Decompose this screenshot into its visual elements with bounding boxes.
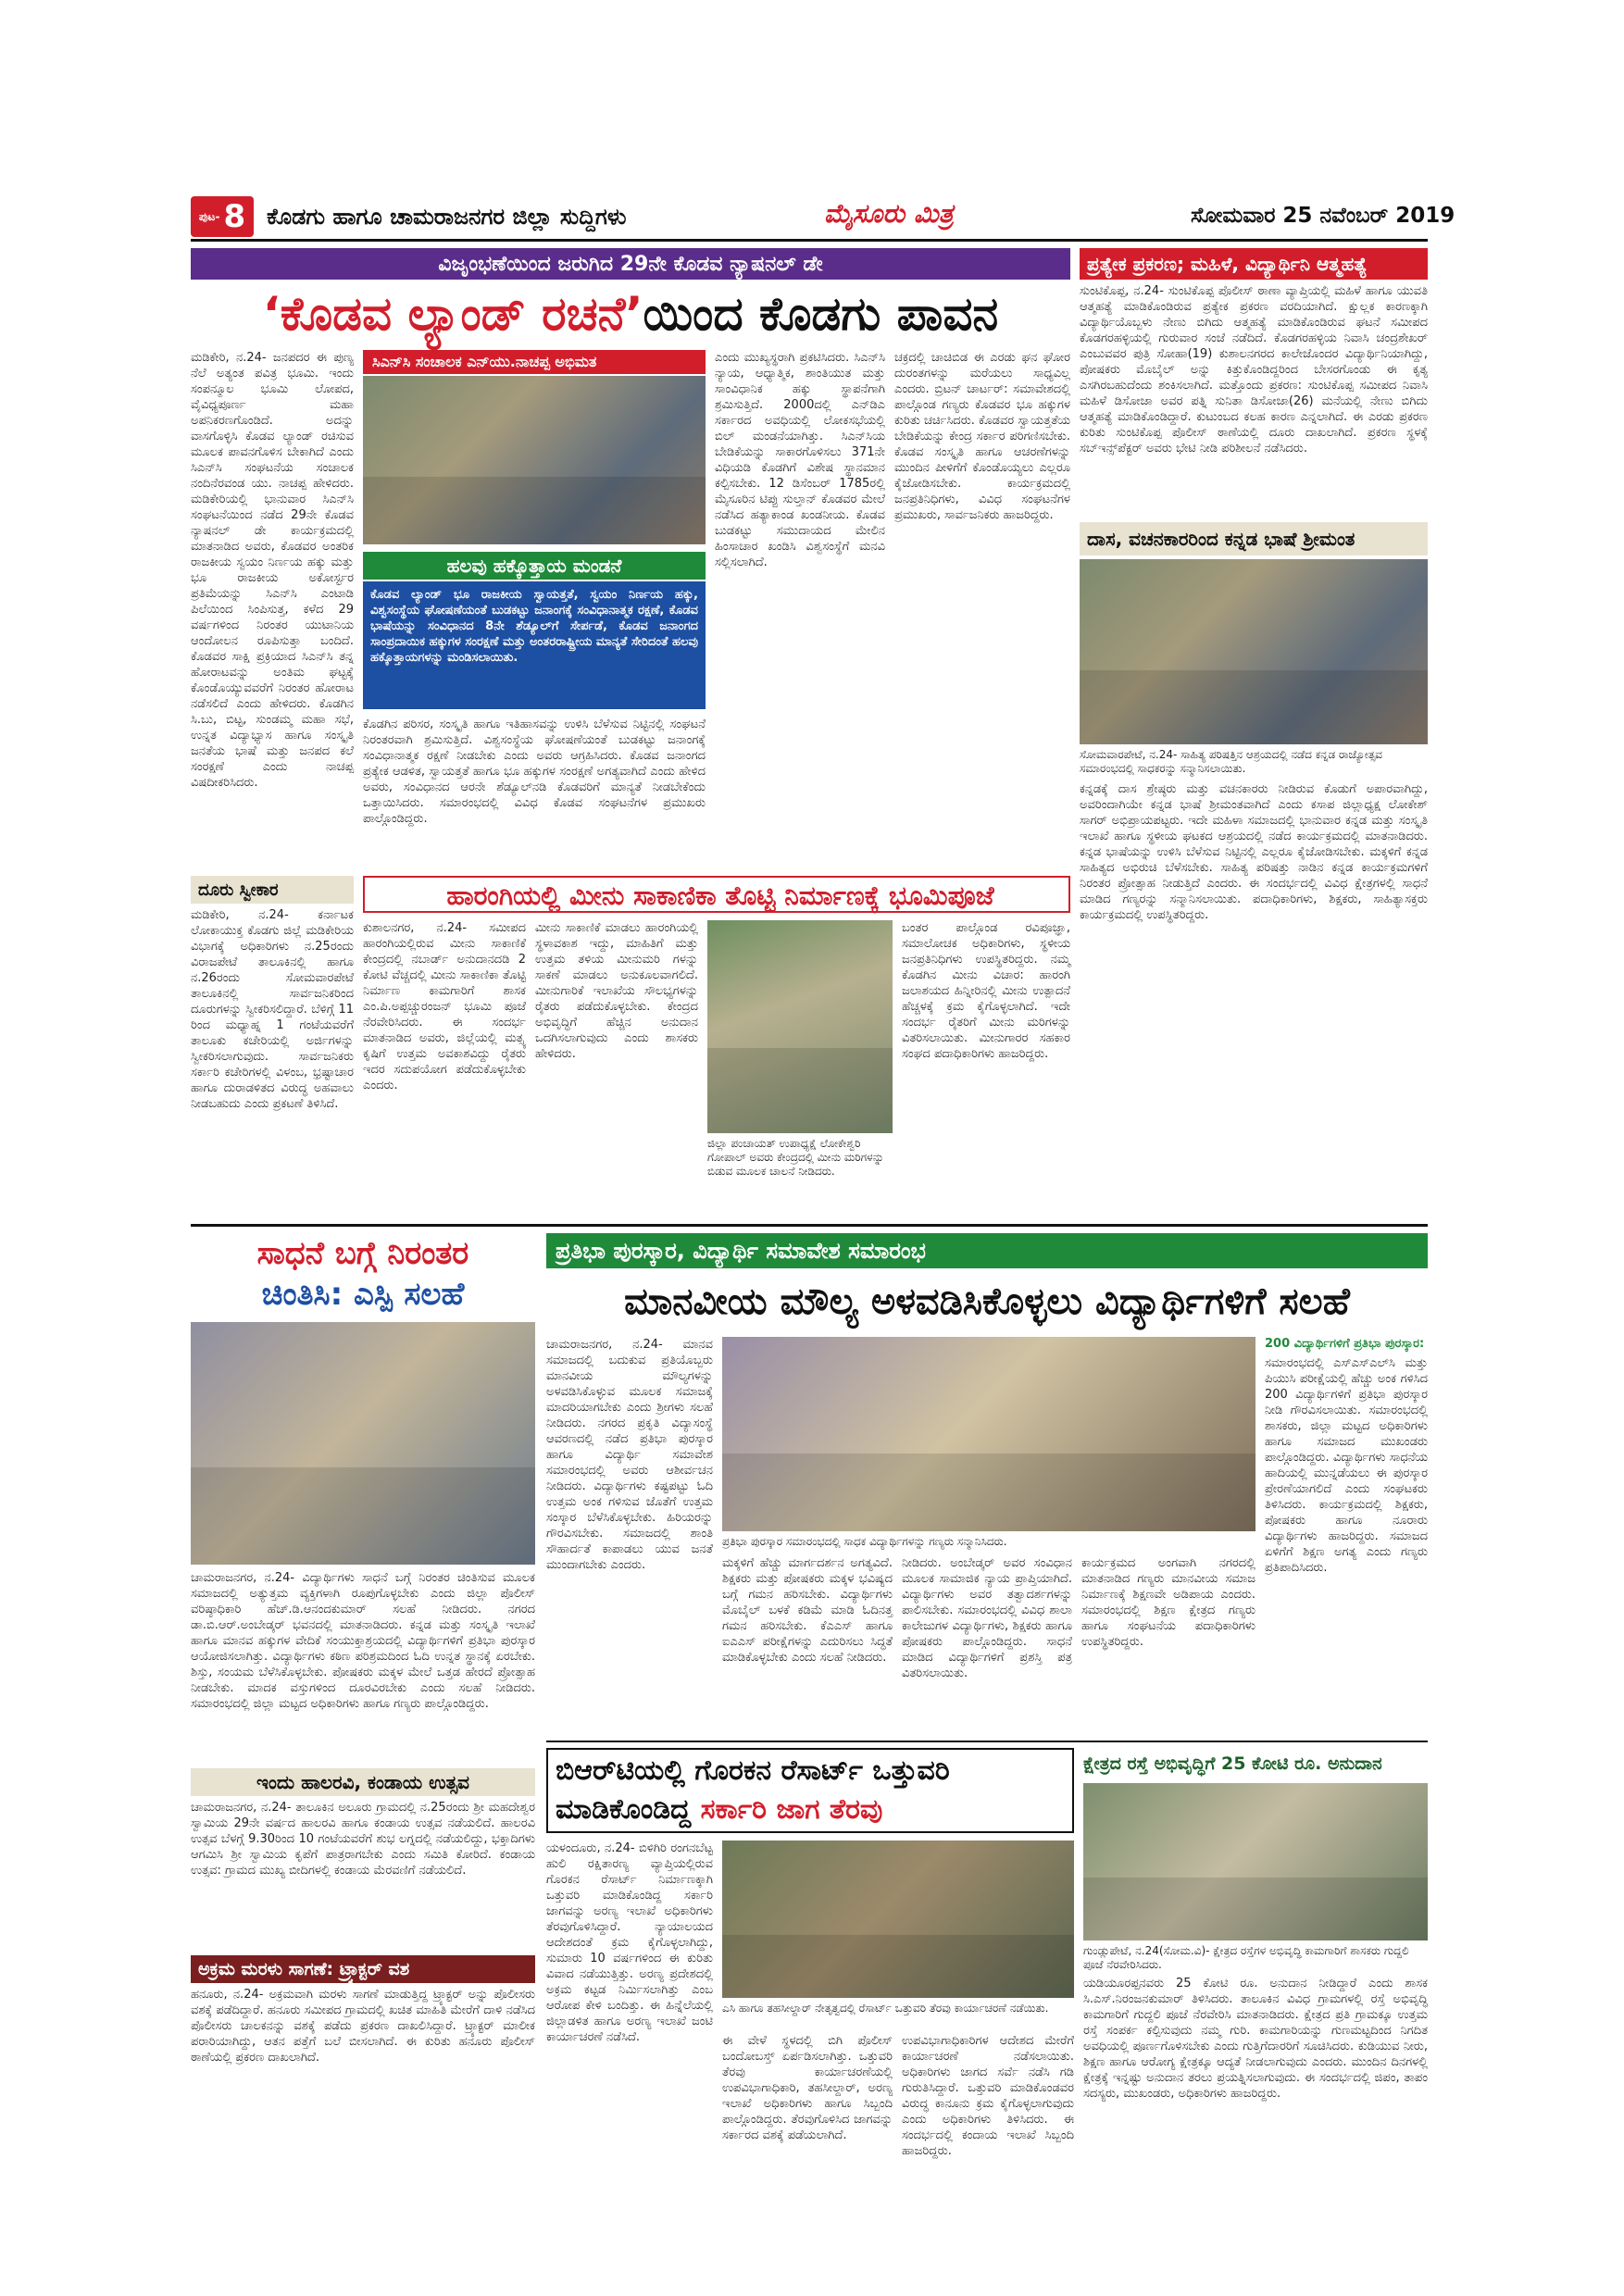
award-headline: ಮಾನವೀಯ ಮೌಲ್ಯ ಅಳವಡಿಸಿಕೊಳ್ಳಲು ವಿದ್ಯಾರ್ಥಿಗಳಿಗೆ ಸಲಹೆ — [624, 1280, 1350, 1323]
resort-eviction-caption: ಎಸಿ ಹಾಗೂ ತಹಸೀಲ್ದಾರ್ ನೇತೃತ್ವದಲ್ಲಿ ರೆಸಾರ್ಟ್ ಒತ್ತುವರಿ ತೆರವು ಕಾರ್ಯಾಚರಣೆ ನಡೆಯಿತು. — [722, 2002, 1049, 2015]
award-col4: ಕಾರ್ಯಕ್ರಮದ ಅಂಗವಾಗಿ ನಗರದಲ್ಲಿ ಮಾತನಾಡಿದ ಗಣ್ಯರು ಮಾನವೀಯ ಸಮಾಜ ನಿರ್ಮಾಣಕ್ಕೆ ಶಿಕ್ಷಣವೇ ಅಡಿಪಾಯ ಎಂದರು. ಸಮಾರಂಭದಲ್ಲಿ ಶಿಕ್ಷಣ ಕ್ಷೇತ್ರದ ಗಣ್ಯರು ಹಾಗೂ ಸಂಘಟನೆಯ ಪದಾಧಿಕಾರಿಗಳು ಉಪಸ್ಥಿತರಿದ್ದರು. — [1081, 1556, 1255, 1649]
festival-text: ಚಾಮರಾಜನಗರ, ನ.24- ತಾಲೂಕಿನ ಅಲೂರು ಗ್ರಾಮದಲ್ಲಿ ನ.25ರಂದು ಶ್ರೀ ಮಹದೇಶ್ವರ ಸ್ವಾಮಿಯ 29ನೇ ವರ್ಷದ ಹಾಲರವಿ ಹಾಗೂ ಕಂಡಾಯ ಉತ್ಸವ ನಡೆಯಲಿದೆ. ಹಾಲರವಿ ಉತ್ಸವ ಬೆಳಗ್ಗೆ 9.30ರಿಂದ 10 ಗಂಟೆಯವರೆಗೆ ಶುಭ ಲಗ್ನದಲ್ಲಿ ನಡೆಯಲಿದ್ದು, ಭಕ್ತಾದಿಗಳು ಆಗಮಿಸಿ ಶ್ರೀ ಸ್ವಾಮಿಯ ಕೃಪೆಗೆ ಪಾತ್ರರಾಗಬೇಕು ಎಂದು ಸಮಿತಿ ಕೋರಿದೆ. ಕಂಡಾಯ ಉತ್ಸವ: ಗ್ರಾಮದ ಮುಖ್ಯ ಬೀದಿಗಳಲ್ಲಿ ಕಂಡಾಯ ಮೆರವಣಿಗೆ ನಡೆಯಲಿದೆ. — [191, 1801, 535, 1878]
top-story-kicker: ವಿಜೃಂಭಣೆಯಿಂದ ಜರುಗಿದ 29ನೇ ಕೊಡವ ನ್ಯಾಷನಲ್ ಡೇ — [191, 248, 1070, 280]
side-kannada-header: ದಾಸ, ವಚನಕಾರರಿಂದ ಕನ್ನಡ ಭಾಷೆ ಶ್ರೀಮಂತ — [1080, 522, 1428, 555]
tractor-text: ಹನೂರು, ನ.24- ಅಕ್ರಮವಾಗಿ ಮರಳು ಸಾಗಣೆ ಮಾಡುತ್ತಿದ್ದ ಟ್ರ್ಯಾಕ್ಟರ್ ಅನ್ನು ಪೊಲೀಸರು ವಶಕ್ಕೆ ಪಡೆದಿದ್ದಾರೆ. ಹನೂರು ಸಮೀಪದ ಗ್ರಾಮದಲ್ಲಿ ಖಚಿತ ಮಾಹಿತಿ ಮೇರೆಗೆ ದಾಳಿ ನಡೆಸಿದ ಪೊಲೀಸರು ಚಾಲಕನನ್ನು ವಶಕ್ಕೆ ಪಡೆದು ಪ್ರಕರಣ ದಾಖಲಿಸಿದ್ದಾರೆ. ಟ್ರ್ಯಾಕ್ಟರ್ ಮಾಲೀಕ ಪರಾರಿಯಾಗಿದ್ದು, ಆತನ ಪತ್ತೆಗೆ ಬಲೆ ಬೀಸಲಾಗಿದೆ. ಈ ಕುರಿತು ಹನೂರು ಪೊಲೀಸ್ ಠಾಣೆಯಲ್ಲಿ ಪ್ರಕರಣ ದಾಖಲಾಗಿದೆ. — [191, 1988, 535, 2065]
award-side-title: 200 ವಿದ್ಯಾರ್ಥಿಗಳಿಗೆ ಪ್ರತಿಭಾ ಪುರಸ್ಕಾರ: — [1265, 1337, 1425, 1351]
felicitation-photo — [1080, 559, 1428, 744]
award-col1: ಚಾಮರಾಜನಗರ, ನ.24- ಮಾನವ ಸಮಾಜದಲ್ಲಿ ಬದುಕುವ ಪ್ರತಿಯೊಬ್ಬರು ಮಾನವೀಯ ಮೌಲ್ಯಗಳನ್ನು ಅಳವಡಿಸಿಕೊಳ್ಳುವ ಮೂಲಕ ಸಮಾಜಕ್ಕೆ ಮಾದರಿಯಾಗಬೇಕು ಎಂದು ಶ್ರೀಗಳು ಸಲಹೆ ನೀಡಿದರು. ನಗರದ ಪ್ರಕೃತಿ ವಿದ್ಯಾಸಂಸ್ಥೆ ಆವರಣದಲ್ಲಿ ನಡೆದ ಪ್ರತಿಭಾ ಪುರಸ್ಕಾರ ಹಾಗೂ ವಿದ್ಯಾರ್ಥಿ ಸಮಾವೇಶ ಸಮಾರಂಭದಲ್ಲಿ ಅವರು ಆಶೀರ್ವಚನ ನೀಡಿದರು. ವಿದ್ಯಾರ್ಥಿಗಳು ಕಷ್ಟಪಟ್ಟು ಓದಿ ಉತ್ತಮ ಅಂಕ ಗಳಿಸುವ ಜೊತೆಗೆ ಉತ್ತಮ ಸಂಸ್ಕಾರ ಬೆಳೆಸಿಕೊಳ್ಳಬೇಕು. ಹಿರಿಯರನ್ನು ಗೌರವಿಸಬೇಕು. ಸಮಾಜದಲ್ಲಿ ಶಾಂತಿ ಸೌಹಾರ್ದತೆ ಕಾಪಾಡಲು ಯುವ ಜನತೆ ಮುಂದಾಗಬೇಕು ಎಂದರು. — [546, 1338, 713, 1572]
award-col3: ನೀಡಿದರು. ಅಂಬೇಡ್ಕರ್ ಅವರ ಸಂವಿಧಾನ ಮೂಲಕ ಸಾಮಾಜಿಕ ನ್ಯಾಯ ಪ್ರಾಪ್ತಿಯಾಗಿದೆ. ವಿದ್ಯಾರ್ಥಿಗಳು ಅವರ ತತ್ವಾದರ್ಶಗಳನ್ನು ಪಾಲಿಸಬೇಕು. ಸಮಾರಂಭದಲ್ಲಿ ವಿವಿಧ ಶಾಲಾ ಕಾಲೇಜುಗಳ ವಿದ್ಯಾರ್ಥಿಗಳು, ಶಿಕ್ಷಕರು ಹಾಗೂ ಪೋಷಕರು ಪಾಲ್ಗೊಂಡಿದ್ದರು. ಸಾಧನೆ ಮಾಡಿದ ವಿದ್ಯಾರ್ಥಿಗಳಿಗೆ ಪ್ರಶಸ್ತಿ ಪತ್ರ ವಿತರಿಸಲಾಯಿತು. — [902, 1556, 1072, 1680]
paper-name-logo: ಮೈಸೂರು ಮಿತ್ರ — [824, 198, 954, 229]
sp-headline-line2: ಚಿಂತಿಸಿ: ಎಸ್ಪಿ ಸಲಹೆ — [261, 1276, 465, 1313]
fish-story-headline: ಹಾರಂಗಿಯಲ್ಲಿ ಮೀನು ಸಾಕಾಣಿಕಾ ತೊಟ್ಟಿ ನಿರ್ಮಾಣಕ್ಕೆ ಭೂಮಿಪೂಜೆ — [363, 876, 1070, 913]
demands-box — [363, 552, 706, 709]
demands-body — [363, 581, 706, 709]
sp-felicitation-photo — [191, 1322, 535, 1565]
lower-rule — [546, 1741, 1428, 1742]
top-story-headline: ‘ಕೊಡವ ಲ್ಯಾಂಡ್ ರಚನೆ’ಯಿಂದ ಕೊಡಗು ಪಾವನ — [262, 287, 999, 341]
demands-title: ಹಲವು ಹಕ್ಕೊತ್ತಾಯ ಮಂಡನೆ — [363, 552, 706, 580]
award-ceremony-caption: ಪ್ರತಿಭಾ ಪುರಸ್ಕಾರ ಸಮಾರಂಭದಲ್ಲಿ ಸಾಧಕ ವಿದ್ಯಾರ್ಥಿಗಳನ್ನು ಗಣ್ಯರು ಸನ್ಮಾನಿಸಿದರು. — [722, 1535, 1007, 1548]
fish-story-col1: ಕುಶಾಲನಗರ, ನ.24- ಸಮೀಪದ ಹಾರಂಗಿಯಲ್ಲಿರುವ ಮೀನು ಸಾಕಾಣಿಕೆ ಕೇಂದ್ರದಲ್ಲಿ ನಬಾರ್ಡ್ ಅನುದಾನದಡಿ 2 ಕೋಟಿ ವೆಚ್ಚದಲ್ಲಿ ಮೀನು ಸಾಕಾಣಿಕಾ ತೊಟ್ಟಿ ನಿರ್ಮಾಣ ಕಾಮಗಾರಿಗೆ ಶಾಸಕ ಎಂ.ಪಿ.ಅಪ್ಪಚ್ಚುರಂಜನ್ ಭೂಮಿ ಪೂಜೆ ನೆರವೇರಿಸಿದರು. ಈ ಸಂದರ್ಭ ಮಾತನಾಡಿದ ಅವರು, ಜಿಲ್ಲೆಯಲ್ಲಿ ಮತ್ಸ್ಯ ಕೃಷಿಗೆ ಉತ್ತಮ ಅವಕಾಶವಿದ್ದು ರೈತರು ಇದರ ಸದುಪಯೋಗ ಪಡೆದುಕೊಳ್ಳಬೇಕು ಎಂದರು. — [363, 921, 526, 1092]
complaint-title: ದೂರು ಸ್ವೀಕಾರ — [191, 876, 354, 904]
fish-release-photo — [707, 920, 893, 1133]
side-suicide-header: ಪ್ರತ್ಯೇಕ ಪ್ರಕರಣ; ಮಹಿಳೆ, ವಿದ್ಯಾರ್ಥಿನಿ ಆತ್ಮಹತ್ಯೆ — [1080, 248, 1428, 280]
tractor-title: ಅಕ್ರಮ ಮರಳು ಸಾಗಣೆ: ಟ್ರ್ಯಾಕ್ಟರ್ ವಶ — [191, 1955, 535, 1983]
road-groundbreaking-photo — [1083, 1783, 1428, 1940]
demands-text: ಕೊಡವ ಲ್ಯಾಂಡ್ ಭೂ ರಾಜಕೀಯ ಸ್ವಾಯತ್ತತೆ, ಸ್ವಯಂ ನಿರ್ಣಯ ಹಕ್ಕು, ವಿಶ್ವಸಂಸ್ಥೆಯ ಘೋಷಣೆಯಂತೆ ಬುಡಕಟ್ಟು ಜನಾಂಗಕ್ಕೆ ಸಂವಿಧಾನಾತ್ಮಕ ರಕ್ಷಣೆ, ಕೊಡವ ಭಾಷೆಯನ್ನು ಸಂವಿಧಾನದ 8ನೇ ಶೆಡ್ಯೂಲ್‌ಗೆ ಸೇರ್ಪಡೆ, ಕೊಡವ ಜನಾಂಗದ ಸಾಂಪ್ರದಾಯಿಕ ಹಕ್ಕುಗಳ ಸಂರಕ್ಷಣೆ ಮತ್ತು ಅಂತರರಾಷ್ಟ್ರೀಯ ಮಾನ್ಯತೆ ಸೇರಿದಂತೆ ಹಲವು ಹಕ್ಕೊತ್ತಾಯಗಳನ್ನು ಮಂಡಿಸಲಾಯಿತು. — [370, 588, 698, 665]
award-banner: ಪ್ರತಿಭಾ ಪುರಸ್ಕಾರ, ವಿದ್ಯಾರ್ಥಿ ಸಮಾವೇಶ ಸಮಾರಂಭ — [546, 1233, 1428, 1268]
resort-col1: ಯಳಂದೂರು, ನ.24- ಬಿಳಿಗಿರಿ ರಂಗನಬೆಟ್ಟ ಹುಲಿ ರಕ್ಷಿತಾರಣ್ಯ ವ್ಯಾಪ್ತಿಯಲ್ಲಿರುವ ಗೊರಕನ ರೆಸಾರ್ಟ್ ನಿರ್ಮಾಣಕ್ಕಾಗಿ ಒತ್ತುವರಿ ಮಾಡಿಕೊಂಡಿದ್ದ ಸರ್ಕಾರಿ ಜಾಗವನ್ನು ಅರಣ್ಯ ಇಲಾಖೆ ಅಧಿಕಾರಿಗಳು ತೆರವುಗೊಳಿಸಿದ್ದಾರೆ. ನ್ಯಾಯಾಲಯದ ಆದೇಶದಂತೆ ಕ್ರಮ ಕೈಗೊಳ್ಳಲಾಗಿದ್ದು, ಸುಮಾರು 10 ವರ್ಷಗಳಿಂದ ಈ ಕುರಿತು ವಿವಾದ ನಡೆಯುತ್ತಿತ್ತು. ಅರಣ್ಯ ಪ್ರದೇಶದಲ್ಲಿ ಅಕ್ರಮ ಕಟ್ಟಡ ನಿರ್ಮಿಸಲಾಗಿತ್ತು ಎಂಬ ಆರೋಪ ಕೇಳಿ ಬಂದಿತ್ತು. ಈ ಹಿನ್ನೆಲೆಯಲ್ಲಿ ಜಿಲ್ಲಾಡಳಿತ ಹಾಗೂ ಅರಣ್ಯ ಇಲಾಖೆ ಜಂಟಿ ಕಾರ್ಯಾಚರಣೆ ನಡೆಸಿದೆ. — [546, 1841, 713, 2044]
page-number-badge: ಪುಟ- 8 — [191, 196, 254, 237]
top-story-col1: ಮಡಿಕೇರಿ, ನ.24- ಜನಪದರ ಈ ಪುಣ್ಯ ನೆಲೆ ಅತ್ಯಂತ ಪವಿತ್ರ ಭೂಮಿ. ಇಂದು ಸಂಪನ್ಮೂಲ ಭೂಮಿ ಲೋಪದ, ವೈವಿಧ್ಯಪೂರ್ಣ ಮಹಾ ಅಪನಿಕರಣಗೊಂಡಿದೆ. ಅದನ್ನು ವಾಸಗೊಳ್ಳಿಸಿ ಕೊಡವ ಲ್ಯಾಂಡ್ ರಚಿಸುವ ಮೂಲಕ ಪಾವನಗೊಳಿಸ ಬೇಕಾಗಿದೆ ಎಂದು ಸಿಎನ್‌ಸಿ ಸಂಘಟನೆಯ ಸಂಚಾಲಕ ನಂದಿನೆರವಂಡ ಯು. ನಾಚಪ್ಪ ಹೇಳಿದರು. ಮಡಿಕೇರಿಯಲ್ಲಿ ಭಾನುವಾರ ಸಿಎನ್‌ಸಿ ಸಂಘಟನೆಯಿಂದ ನಡೆದ 29ನೇ ಕೊಡವ ನ್ಯಾಷನಲ್ ಡೇ ಕಾರ್ಯಕ್ರಮದಲ್ಲಿ ಮಾತನಾಡಿದ ಅವರು, ಕೊಡವರ ಅಂತರಿಕ ರಾಜಕೀಯ ಸ್ವಯಂ ನಿರ್ಣಯ ಹಕ್ಕು ಮತ್ತು ಭೂ ರಾಜಕೀಯ ಅಕೋರ್ಸ್ಟರ ಪ್ರತಿಮೆಯನ್ನು ಸಿಎನ್‌ಸಿ ಎಂಟಾಡಿ ಪಿಲೆಯಿಂದ ಸಿಂಪಿಸುತ್ತ, ಕಳೆದ 29 ವರ್ಷಗಳಿಂದ ನಿರಂತರ ಯುಟಾನಿಯ ಆಂದೋಲನ ರೂಪಿಸುತ್ತಾ ಬಂದಿದೆ. ಕೊಡವರ ಸಾಕ್ಷಿ ಪ್ರಕ್ರಿಯಾದ ಸಿಎನ್‌ಸಿ ತನ್ನ ಹೋರಾಟವನ್ನು ಅಂತಿಮ ಘಟ್ಟಕ್ಕೆ ಕೊಂಡೊಯ್ಯುವವರೆಗೆ ನಿರಂತರ ಹೋರಾಟ ನಡೆಸಲಿದೆ ಎಂದು ಹೇಳಿದರು. ಕೊಡಗಿನ ಸಿ.ಬು, ಬಿಟ್ಟ, ಸುಂಡಮ್ಮ ಮಹಾ ಸಭೆ, ಉನ್ನತ ವಿದ್ಯಾಭ್ಯಾಸ ಹಾಗೂ ಸಂಸ್ಕೃತಿ ಜನತೆಯ ಭಾಷೆ ಮತ್ತು ಜನಪದ ಕಲೆ ಸಂರಕ್ಷಣೆ ಎಂದು ನಾಚಪ್ಪ ವಿಷದೀಕರಿಸಿದರು. — [191, 351, 354, 790]
side-suicide-text: ಸುಂಟಿಕೊಪ್ಪ, ನ.24- ಸುಂಟಿಕೊಪ್ಪ ಪೊಲೀಸ್ ಠಾಣಾ ವ್ಯಾಪ್ತಿಯಲ್ಲಿ ಮಹಿಳೆ ಹಾಗೂ ಯುವತಿ ಆತ್ಮಹತ್ಯೆ ಮಾಡಿಕೊಂಡಿರುವ ಪ್ರತ್ಯೇಕ ಪ್ರಕರಣ ವರದಿಯಾಗಿದೆ. ಕ್ಷುಲ್ಲಕ ಕಾರಣಕ್ಕಾಗಿ ವಿದ್ಯಾರ್ಥಿಯೊಬ್ಬಳು ನೇಣು ಬಿಗಿದು ಆತ್ಮಹತ್ಯೆ ಮಾಡಿಕೊಂಡಿರುವ ಘಟನೆ ಸಮೀಪದ ಕೊಡಗರಹಳ್ಳಿಯಲ್ಲಿ ಗುರುವಾರ ಸಂಜೆ ನಡೆದಿದೆ. ಕೊಡಗರಹಳ್ಳಿಯ ನಿವಾಸಿ ಚಂದ್ರಶೇಖರ್ ಎಂಬುವವರ ಪುತ್ರಿ ಸೋಹಾ(19) ಕುಶಾಲನಗರದ ಕಾಲೇಜೊಂದರ ವಿದ್ಯಾರ್ಥಿನಿಯಾಗಿದ್ದು, ಪೋಷಕರು ಮೊಬೈಲ್ ಅನ್ನು ಕಿತ್ತುಕೊಂಡಿದ್ದರಿಂದ ಬೇಸರಗೊಂಡು ಈ ಕೃತ್ಯ ಎಸಗಿರಬಹುದೆಂದು ಶಂಕಿಸಲಾಗಿದೆ. ಮತ್ತೊಂದು ಪ್ರಕರಣ: ಸುಂಟಿಕೊಪ್ಪ ಸಮೀಪದ ನಿವಾಸಿ ಮಹಿಳೆ ಡಿಸೋಜಾ ಅವರ ಪತ್ನಿ ಸುನಿತಾ ಡಿಸೋಜಾ(26) ಮನೆಯಲ್ಲಿ ನೇಣು ಬಿಗಿದು ಆತ್ಮಹತ್ಯೆ ಮಾಡಿಕೊಂಡಿದ್ದಾರೆ. ಕುಟುಂಬದ ಕಲಹ ಕಾರಣ ಎನ್ನಲಾಗಿದೆ. ಈ ಎರಡು ಪ್ರಕರಣ ಕುರಿತು ಸುಂಟಿಕೊಪ್ಪ ಪೊಲೀಸ್ ಠಾಣೆಯಲ್ಲಿ ದೂರು ದಾಖಲಾಗಿದೆ. ಪ್ರಕರಣ ಸ್ಥಳಕ್ಕೆ ಸಬ್‌ಇನ್ಸ್‌ಪೆಕ್ಟರ್ ಅವರು ಭೇಟಿ ನೀಡಿ ಪರಿಶೀಲನೆ ನಡೆಸಿದರು. — [1080, 284, 1428, 455]
parade-photo — [363, 376, 706, 544]
fish-story-col4: ಬಂತರ ಪಾಲ್ಗೊಂಡ ರವಿಪೂಜ್ಞಾ, ಸಮಾಲೋಚಕ ಅಧಿಕಾರಿಗಳು, ಸ್ಥಳೀಯ ಜನಪ್ರತಿನಿಧಿಗಳು ಉಪಸ್ಥಿತರಿದ್ದರು. ನಮ್ಮ ಕೊಡಗಿನ ಮೀನು ವಿಚಾರ: ಹಾರಂಗಿ ಜಲಾಶಯದ ಹಿನ್ನೀರಿನಲ್ಲಿ ಮೀನು ಉತ್ಪಾದನೆ ಹೆಚ್ಚಳಕ್ಕೆ ಕ್ರಮ ಕೈಗೊಳ್ಳಲಾಗಿದೆ. ಇದೇ ಸಂದರ್ಭ ರೈತರಿಗೆ ಮೀನು ಮರಿಗಳನ್ನು ವಿತರಿಸಲಾಯಿತು. ಮೀನುಗಾರರ ಸಹಕಾರ ಸಂಘದ ಪದಾಧಿಕಾರಿಗಳು ಹಾಜರಿದ್ದರು. — [902, 921, 1070, 1061]
complaint-text: ಮಡಿಕೇರಿ, ನ.24- ಕರ್ನಾಟಕ ಲೋಕಾಯುಕ್ತ ಕೊಡಗು ಜಿಲ್ಲೆ ಮಡಿಕೇರಿಯ ವಿಭಾಗಕ್ಕೆ ಅಧಿಕಾರಿಗಳು ನ.25ರಂದು ವಿರಾಜಪೇಟೆ ತಾಲೂಕಿನಲ್ಲಿ ಹಾಗೂ ನ.26ರಂದು ಸೋಮವಾರಪೇಟೆ ತಾಲೂಕಿನಲ್ಲಿ ಸಾರ್ವಜನಿಕರಿಂದ ದೂರುಗಳನ್ನು ಸ್ವೀಕರಿಸಲಿದ್ದಾರೆ. ಬೆಳಿಗ್ಗೆ 11 ರಿಂದ ಮಧ್ಯಾಹ್ನ 1 ಗಂಟೆಯವರೆಗೆ ತಾಲೂಕು ಕಚೇರಿಯಲ್ಲಿ ಅರ್ಜಿಗಳನ್ನು ಸ್ವೀಕರಿಸಲಾಗುವುದು. ಸಾರ್ವಜನಿಕರು ಸರ್ಕಾರಿ ಕಚೇರಿಗಳಲ್ಲಿ ವಿಳಂಬ, ಭ್ರಷ್ಟಾಚಾರ ಹಾಗೂ ದುರಾಡಳಿತದ ವಿರುದ್ಧ ಅಹವಾಲು ನೀಡಬಹುದು ಎಂದು ಪ್ರಕಟಣೆ ತಿಳಿಸಿದೆ. — [191, 908, 354, 1111]
award-side-text: ಸಮಾರಂಭದಲ್ಲಿ ಎಸ್‌ಎಸ್‌ಎಲ್‌ಸಿ ಮತ್ತು ಪಿಯುಸಿ ಪರೀಕ್ಷೆಯಲ್ಲಿ ಹೆಚ್ಚು ಅಂಕ ಗಳಿಸಿದ 200 ವಿದ್ಯಾರ್ಥಿಗಳಿಗೆ ಪ್ರತಿಭಾ ಪುರಸ್ಕಾರ ನೀಡಿ ಗೌರವಿಸಲಾಯಿತು. ಸಮಾರಂಭದಲ್ಲಿ ಶಾಸಕರು, ಜಿಲ್ಲಾ ಮಟ್ಟದ ಅಧಿಕಾರಿಗಳು ಹಾಗೂ ಸಮಾಜದ ಮುಖಂಡರು ಪಾಲ್ಗೊಂಡಿದ್ದರು. ವಿದ್ಯಾರ್ಥಿಗಳು ಸಾಧನೆಯ ಹಾದಿಯಲ್ಲಿ ಮುನ್ನಡೆಯಲು ಈ ಪುರಸ್ಕಾರ ಪ್ರೇರಣೆಯಾಗಲಿದೆ ಎಂದು ಸಂಘಟಕರು ತಿಳಿಸಿದರು. ಕಾರ್ಯಕ್ರಮದಲ್ಲಿ ಶಿಕ್ಷಕರು, ಪೋಷಕರು ಹಾಗೂ ನೂರಾರು ವಿದ್ಯಾರ್ಥಿಗಳು ಹಾಜರಿದ್ದರು. ಸಮಾಜದ ಏಳಿಗೆಗೆ ಶಿಕ್ಷಣ ಅಗತ್ಯ ಎಂದು ಗಣ್ಯರು ಪ್ರತಿಪಾದಿಸಿದರು. — [1265, 1356, 1428, 1575]
top-story-photo-block — [363, 350, 706, 544]
felicitation-caption: ಸೋಮವಾರಪೇಟೆ, ನ.24- ಸಾಹಿತ್ಯ ಪರಿಷತ್ತಿನ ಆಶ್ರಯದಲ್ಲಿ ನಡೆದ ಕನ್ನಡ ರಾಜ್ಯೋತ್ಸವ ಸಮಾರಂಭದಲ್ಲಿ ಸಾಧಕರನ್ನು ಸನ್ಮಾನಿಸಲಾಯಿತು. — [1080, 748, 1383, 775]
sp-headline-line1: ಸಾಧನೆ ಬಗ್ಗೆ ನಿರಂತರ — [256, 1235, 469, 1272]
road-text: ಯಡಿಯೂರಪ್ಪನವರು 25 ಕೋಟಿ ರೂ. ಅನುದಾನ ನೀಡಿದ್ದಾರೆ ಎಂದು ಶಾಸಕ ಸಿ.ಎಸ್.ನಿರಂಜನಕುಮಾರ್ ತಿಳಿಸಿದರು. ತಾಲೂಕಿನ ವಿವಿಧ ಗ್ರಾಮಗಳಲ್ಲಿ ರಸ್ತೆ ಅಭಿವೃದ್ಧಿ ಕಾಮಗಾರಿಗೆ ಗುದ್ದಲಿ ಪೂಜೆ ನೆರವೇರಿಸಿ ಮಾತನಾಡಿದರು. ಕ್ಷೇತ್ರದ ಪ್ರತಿ ಗ್ರಾಮಕ್ಕೂ ಉತ್ತಮ ರಸ್ತೆ ಸಂಪರ್ಕ ಕಲ್ಪಿಸುವುದು ನಮ್ಮ ಗುರಿ. ಕಾಮಗಾರಿಯನ್ನು ಗುಣಮಟ್ಟದಿಂದ ನಿಗದಿತ ಅವಧಿಯಲ್ಲಿ ಪೂರ್ಣಗೊಳಿಸಬೇಕು ಎಂದು ಗುತ್ತಿಗೆದಾರರಿಗೆ ಸೂಚಿಸಿದರು. ಕುಡಿಯುವ ನೀರು, ಶಿಕ್ಷಣ ಹಾಗೂ ಆರೋಗ್ಯ ಕ್ಷೇತ್ರಕ್ಕೂ ಆದ್ಯತೆ ನೀಡಲಾಗುವುದು ಎಂದರು. ಮುಂದಿನ ದಿನಗಳಲ್ಲಿ ಕ್ಷೇತ್ರಕ್ಕೆ ಇನ್ನಷ್ಟು ಅನುದಾನ ತರಲು ಪ್ರಯತ್ನಿಸಲಾಗುವುದು. ಈ ಸಂದರ್ಭದಲ್ಲಿ ಜಿಪಂ, ತಾಪಂ ಸದಸ್ಯರು, ಮುಖಂಡರು, ಅಧಿಕಾರಿಗಳು ಹಾಜರಿದ್ದರು. — [1083, 1977, 1428, 2101]
award-ceremony-photo — [722, 1337, 1255, 1531]
sp-advice-headline — [191, 1233, 535, 1316]
resort-col3: ಉಪವಿಭಾಗಾಧಿಕಾರಿಗಳ ಆದೇಶದ ಮೇರೆಗೆ ಕಾರ್ಯಾಚರಣೆ ನಡೆಸಲಾಯಿತು. ಅಧಿಕಾರಿಗಳು ಜಾಗದ ಸರ್ವೆ ನಡೆಸಿ ಗಡಿ ಗುರುತಿಸಿದ್ದಾರೆ. ಒತ್ತುವರಿ ಮಾಡಿಕೊಂಡವರ ವಿರುದ್ಧ ಕಾನೂನು ಕ್ರಮ ಕೈಗೊಳ್ಳಲಾಗುವುದು ಎಂದು ಅಧಿಕಾರಿಗಳು ತಿಳಿಸಿದರು. ಈ ಸಂದರ್ಭದಲ್ಲಿ ಕಂದಾಯ ಇಲಾಖೆ ಸಿಬ್ಬಂದಿ ಹಾಜರಿದ್ದರು. — [902, 2034, 1074, 2158]
road-groundbreaking-caption: ಗುಂಡ್ಲುಪೇಟೆ, ನ.24(ಸೋಮ.ವಿ)- ಕ್ಷೇತ್ರದ ರಸ್ತೆಗಳ ಅಭಿವೃದ್ಧಿ ಕಾಮಗಾರಿಗೆ ಶಾಸಕರು ಗುದ್ದಲಿ ಪೂಜೆ ನೆರವೇರಿಸಿದರು. — [1083, 1944, 1409, 1971]
resort-headline-highlight: ಸರ್ಕಾರಿ ಜಾಗ ತೆರವು — [700, 1793, 883, 1826]
mid-page-rule — [191, 1224, 1428, 1227]
top-story-photo-label: ಸಿಎನ್‌ಸಿ ಸಂಚಾಲಕ ಎನ್‌ಯು.ನಾಚಪ್ಪ ಅಭಿಮತ — [363, 350, 706, 374]
masthead — [191, 196, 1455, 237]
sp-advice-text: ಚಾಮರಾಜನಗರ, ನ.24- ವಿದ್ಯಾರ್ಥಿಗಳು ಸಾಧನೆ ಬಗ್ಗೆ ನಿರಂತರ ಚಿಂತಿಸುವ ಮೂಲಕ ಸಮಾಜದಲ್ಲಿ ಅತ್ಯುತ್ತಮ ವ್ಯಕ್ತಿಗಳಾಗಿ ರೂಪುಗೊಳ್ಳಬೇಕು ಎಂದು ಜಿಲ್ಲಾ ಪೊಲೀಸ್ ವರಿಷ್ಠಾಧಿಕಾರಿ ಹೆಚ್.ಡಿ.ಆನಂದಕುಮಾರ್ ಸಲಹೆ ನೀಡಿದರು. ನಗರದ ಡಾ.ಬಿ.ಆರ್.ಅಂಬೇಡ್ಕರ್ ಭವನದಲ್ಲಿ ಮಾತನಾಡಿದರು. ಕನ್ನಡ ಮತ್ತು ಸಂಸ್ಕೃತಿ ಇಲಾಖೆ ಹಾಗೂ ಮಾನವ ಹಕ್ಕುಗಳ ವೇದಿಕೆ ಸಂಯುಕ್ತಾಶ್ರಯದಲ್ಲಿ ವಿದ್ಯಾರ್ಥಿಗಳಿಗೆ ಪ್ರತಿಭಾ ಪುರಸ್ಕಾರ ಆಯೋಜಿಸಲಾಗಿತ್ತು. ವಿದ್ಯಾರ್ಥಿಗಳು ಕಠಿಣ ಪರಿಶ್ರಮದಿಂದ ಓದಿ ಉನ್ನತ ಸ್ಥಾನಕ್ಕೆ ಏರಬೇಕು. ಶಿಸ್ತು, ಸಂಯಮ ಬೆಳೆಸಿಕೊಳ್ಳಬೇಕು. ಪೋಷಕರು ಮಕ್ಕಳ ಮೇಲೆ ಒತ್ತಡ ಹೇರದೆ ಪ್ರೋತ್ಸಾಹ ನೀಡಬೇಕು. ಮಾದಕ ವಸ್ತುಗಳಿಂದ ದೂರವಿರಬೇಕು ಎಂದು ಸಲಹೆ ನೀಡಿದರು. ಸಮಾರಂಭದಲ್ಲಿ ಜಿಲ್ಲಾ ಮಟ್ಟದ ಅಧಿಕಾರಿಗಳು ಹಾಗೂ ಗಣ್ಯರು ಪಾಲ್ಗೊಂಡಿದ್ದರು. — [191, 1571, 535, 1711]
side-kannada-text: ಕನ್ನಡಕ್ಕೆ ದಾಸ ಶ್ರೇಷ್ಠರು ಮತ್ತು ವಚನಕಾರರು ನೀಡಿರುವ ಕೊಡುಗೆ ಅಪಾರವಾಗಿದ್ದು, ಅವರಿಂದಾಗಿಯೇ ಕನ್ನಡ ಭಾಷೆ ಶ್ರೀಮಂತವಾಗಿದೆ ಎಂದು ಕಸಾಪ ಜಿಲ್ಲಾಧ್ಯಕ್ಷ ಲೋಕೇಶ್ ಸಾಗರ್ ಅಭಿಪ್ರಾಯಪಟ್ಟರು. ಇದೇ ಮಹಿಳಾ ಸಮಾಜದಲ್ಲಿ ಭಾನುವಾರ ಕನ್ನಡ ಮತ್ತು ಸಂಸ್ಕೃತಿ ಇಲಾಖೆ ಹಾಗೂ ಸ್ಥಳೀಯ ಘಟಕದ ಆಶ್ರಯದಲ್ಲಿ ನಡೆದ ಕಾರ್ಯಕ್ರಮದಲ್ಲಿ ಮಾತನಾಡಿದರು. ಕನ್ನಡ ಭಾಷೆಯನ್ನು ಉಳಿಸಿ ಬೆಳೆಸುವ ನಿಟ್ಟಿನಲ್ಲಿ ಎಲ್ಲರೂ ಕೈಜೋಡಿಸಬೇಕು. ಮಕ್ಕಳಿಗೆ ಕನ್ನಡ ಸಾಹಿತ್ಯದ ಅಭಿರುಚಿ ಬೆಳೆಸಬೇಕು. ಸಾಹಿತ್ಯ ಪರಿಷತ್ತು ನಾಡಿನ ಕನ್ನಡ ಕಾರ್ಯಕ್ರಮಗಳಿಗೆ ನಿರಂತರ ಪ್ರೋತ್ಸಾಹ ನೀಡುತ್ತಿದೆ ಎಂದರು. ಈ ಸಂದರ್ಭದಲ್ಲಿ ವಿವಿಧ ಕ್ಷೇತ್ರಗಳಲ್ಲಿ ಸಾಧನೆ ಮಾಡಿದ ಗಣ್ಯರನ್ನು ಸನ್ಮಾನಿಸಲಾಯಿತು. ಪದಾಧಿಕಾರಿಗಳು, ಶಿಕ್ಷಕರು, ಸಾಹಿತ್ಯಾಸಕ್ತರು ಕಾರ್ಯಕ್ರಮದಲ್ಲಿ ಉಪಸ್ಥಿತರಿದ್ದರು. — [1080, 782, 1428, 922]
resort-eviction-photo — [722, 1841, 1074, 1998]
masthead-rule — [191, 239, 1428, 242]
top-story-col4: ಚಕ್ರದಲ್ಲಿ ಚಾಚಿಬಿಡ ಈ ಎರಡು ಘನ ಘೋರ ದುರಂತಗಳನ್ನು ಮರೆಯಲು ಸಾಧ್ಯವಿಲ್ಲ ಎಂದರು. ಬ್ರಿಟನ್ ಚಾರ್ಟರ್: ಸಮಾವೇಶದಲ್ಲಿ ಪಾಲ್ಗೊಂಡ ಗಣ್ಯರು ಕೊಡವರ ಭೂ ಹಕ್ಕುಗಳ ಕುರಿತು ಚರ್ಚಿಸಿದರು. ಕೊಡವರ ಸ್ವಾಯತ್ತತೆಯ ಬೇಡಿಕೆಯನ್ನು ಕೇಂದ್ರ ಸರ್ಕಾರ ಪರಿಗಣಿಸಬೇಕು. ಕೊಡವ ಸಂಸ್ಕೃತಿ ಹಾಗೂ ಆಚರಣೆಗಳನ್ನು ಮುಂದಿನ ಪೀಳಿಗೆಗೆ ಕೊಂಡೊಯ್ಯಲು ಎಲ್ಲರೂ ಕೈಜೋಡಿಸಬೇಕು. ಕಾರ್ಯಕ್ರಮದಲ್ಲಿ ಜನಪ್ರತಿನಿಧಿಗಳು, ವಿವಿಧ ಸಂಘಟನೆಗಳ ಪ್ರಮುಖರು, ಸಾರ್ವಜನಿಕರು ಹಾಜರಿದ್ದರು. — [894, 351, 1070, 522]
section-title: ಕೊಡಗು ಹಾಗೂ ಚಾಮರಾಜನಗರ ಜಿಲ್ಲಾ ಸುದ್ದಿಗಳು — [267, 204, 627, 230]
festival-title: ಇಂದು ಹಾಲರವಿ, ಕಂಡಾಯ ಉತ್ಸವ — [191, 1768, 535, 1796]
resort-headline-line1: ಬಿಆರ್‌ಟಿಯಲ್ಲಿ ಗೊರಕನ ರೆಸಾರ್ಟ್ ಒತ್ತುವರಿ — [556, 1754, 950, 1787]
page-number: 8 — [223, 198, 246, 235]
issue-date: ಸೋಮವಾರ 25 ನವೆಂಬರ್ 2019 — [1191, 204, 1455, 228]
top-story-col2: ಕೊಡಗಿನ ಪರಿಸರ, ಸಂಸ್ಕೃತಿ ಹಾಗೂ ಇತಿಹಾಸವನ್ನು ಉಳಿಸಿ ಬೆಳೆಸುವ ನಿಟ್ಟಿನಲ್ಲಿ ಸಂಘಟನೆ ನಿರಂತರವಾಗಿ ಶ್ರಮಿಸುತ್ತಿದೆ. ವಿಶ್ವಸಂಸ್ಥೆಯ ಘೋಷಣೆಯಂತೆ ಬುಡಕಟ್ಟು ಜನಾಂಗಕ್ಕೆ ಸಂವಿಧಾನಾತ್ಮಕ ರಕ್ಷಣೆ ನೀಡಬೇಕು ಎಂದು ಅವರು ಆಗ್ರಹಿಸಿದರು. ಕೊಡವ ಜನಾಂಗದ ಪ್ರತ್ಯೇಕ ಆಡಳಿತ, ಸ್ವಾಯತ್ತತೆ ಹಾಗೂ ಭೂ ಹಕ್ಕುಗಳ ಸಂರಕ್ಷಣೆ ಅಗತ್ಯವಾಗಿದೆ ಎಂದು ಹೇಳಿದ ಅವರು, ಸಂವಿಧಾನದ ಆರನೇ ಶೆಡ್ಯೂಲ್‌ನಡಿ ಕೊಡವರಿಗೆ ಮಾನ್ಯತೆ ನೀಡಬೇಕೆಂದು ಒತ್ತಾಯಿಸಿದರು. ಸಮಾರಂಭದಲ್ಲಿ ವಿವಿಧ ಕೊಡವ ಸಂಘಟನೆಗಳ ಪ್ರಮುಖರು ಪಾಲ್ಗೊಂಡಿದ್ದರು. — [363, 718, 706, 826]
resort-col2: ಈ ವೇಳೆ ಸ್ಥಳದಲ್ಲಿ ಬಿಗಿ ಪೊಲೀಸ್ ಬಂದೋಬಸ್ತ್ ಏರ್ಪಡಿಸಲಾಗಿತ್ತು. ಒತ್ತುವರಿ ತೆರವು ಕಾರ್ಯಾಚರಣೆಯಲ್ಲಿ ಉಪವಿಭಾಗಾಧಿಕಾರಿ, ತಹಸೀಲ್ದಾರ್, ಅರಣ್ಯ ಇಲಾಖೆ ಅಧಿಕಾರಿಗಳು ಹಾಗೂ ಸಿಬ್ಬಂದಿ ಪಾಲ್ಗೊಂಡಿದ್ದರು. ತೆರವುಗೊಳಿಸಿದ ಜಾಗವನ್ನು ಸರ್ಕಾರದ ವಶಕ್ಕೆ ಪಡೆಯಲಾಗಿದೆ. — [722, 2034, 893, 2142]
road-headline: ಕ್ಷೇತ್ರದ ರಸ್ತೆ ಅಭಿವೃದ್ಧಿಗೆ 25 ಕೋಟಿ ರೂ. ಅನುದಾನ — [1083, 1753, 1382, 1774]
top-story-col3: ಎಂದು ಮುಖ್ಯಸ್ಥರಾಗಿ ಪ್ರಕಟಿಸಿದರು. ಸಿಎನ್‌ಸಿ ನ್ಯಾಯ, ಆಧ್ಯಾತ್ಮಿಕ, ಶಾಂತಿಯುತ ಮತ್ತು ಸಾಂವಿಧಾನಿಕ ಹಕ್ಕು ಸ್ಥಾಪನೆಗಾಗಿ ಶ್ರಮಿಸುತ್ತಿದೆ. 2000ದಲ್ಲಿ ಎನ್‌ಡಿಎ ಸರ್ಕಾರದ ಅವಧಿಯಲ್ಲಿ ಲೋಕಸಭೆಯಲ್ಲಿ ಬಿಲ್ ಮಂಡನೆಯಾಗಿತ್ತು. ಸಿಎನ್‌ಸಿಯ ಬೇಡಿಕೆಯನ್ನು ಸಾಕಾರಗೊಳಿಸಲು 371ನೇ ವಿಧಿಯಡಿ ಕೊಡಗಿಗೆ ವಿಶೇಷ ಸ್ಥಾನಮಾನ ಕಲ್ಪಿಸಬೇಕು. 12 ಡಿಸೆಂಬರ್ 1785ರಲ್ಲಿ ಮೈಸೂರಿನ ಟಿಪ್ಪು ಸುಲ್ತಾನ್ ಕೊಡವರ ಮೇಲೆ ನಡೆಸಿದ ಹತ್ಯಾಕಾಂಡ ಖಂಡನೀಯ. ಕೊಡವ ಬುಡಕಟ್ಟು ಸಮುದಾಯದ ಮೇಲಿನ ಹಿಂಸಾಚಾರ ಖಂಡಿಸಿ ವಿಶ್ವಸಂಸ್ಥೆಗೆ ಮನವಿ ಸಲ್ಲಿಸಲಾಗಿದೆ. — [715, 351, 885, 569]
fish-release-caption: ಜಿಲ್ಲಾ ಪಂಚಾಯತ್ ಉಪಾಧ್ಯಕ್ಷೆ ಲೋಕೇಶ್ವರಿ ಗೋಪಾಲ್ ಅವರು ಕೇಂದ್ರದಲ್ಲಿ ಮೀನು ಮರಿಗಳನ್ನು ಬಿಡುವ ಮೂಲಕ ಚಾಲನೆ ನೀಡಿದರು. — [707, 1137, 884, 1178]
fish-story-col2: ಮೀನು ಸಾಕಾಣಿಕೆ ಮಾಡಲು ಹಾರಂಗಿಯಲ್ಲಿ ಸ್ಥಳಾವಕಾಶ ಇದ್ದು, ಮಾಹಿತಿಗೆ ಮತ್ತು ಉತ್ತಮ ತಳಿಯ ಮೀನುಮರಿ ಗಳನ್ನು ಸಾಕಣೆ ಮಾಡಲು ಅನುಕೂಲವಾಗಲಿದೆ. ಮೀನುಗಾರಿಕೆ ಇಲಾಖೆಯ ಸೌಲಭ್ಯಗಳನ್ನು ರೈತರು ಪಡೆದುಕೊಳ್ಳಬೇಕು. ಕೇಂದ್ರದ ಅಭಿವೃದ್ಧಿಗೆ ಹೆಚ್ಚಿನ ಅನುದಾನ ಒದಗಿಸಲಾಗುವುದು ಎಂದು ಶಾಸಕರು ಹೇಳಿದರು. — [535, 921, 698, 1061]
resort-headline: ಬಿಆರ್‌ಟಿಯಲ್ಲಿ ಗೊರಕನ ರೆಸಾರ್ಟ್ ಒತ್ತುವರಿ ಮಾಡಿಕೊಂಡಿದ್ದ ಸರ್ಕಾರಿ ಜಾಗ ತೆರವು — [546, 1748, 1074, 1833]
award-col2: ಮಕ್ಕಳಿಗೆ ಹೆಚ್ಚು ಮಾರ್ಗದರ್ಶನ ಅಗತ್ಯವಿದೆ. ಶಿಕ್ಷಕರು ಮತ್ತು ಪೋಷಕರು ಮಕ್ಕಳ ಭವಿಷ್ಯದ ಬಗ್ಗೆ ಗಮನ ಹರಿಸಬೇಕು. ವಿದ್ಯಾರ್ಥಿಗಳು ಮೊಬೈಲ್ ಬಳಕೆ ಕಡಿಮೆ ಮಾಡಿ ಓದಿನತ್ತ ಗಮನ ಹರಿಸಬೇಕು. ಕೆಎಎಸ್ ಹಾಗೂ ಐಎಎಸ್ ಪರೀಕ್ಷೆಗಳನ್ನು ಎದುರಿಸಲು ಸಿದ್ಧತೆ ಮಾಡಿಕೊಳ್ಳಬೇಕು ಎಂದು ಸಲಹೆ ನೀಡಿದರು. — [722, 1556, 893, 1665]
